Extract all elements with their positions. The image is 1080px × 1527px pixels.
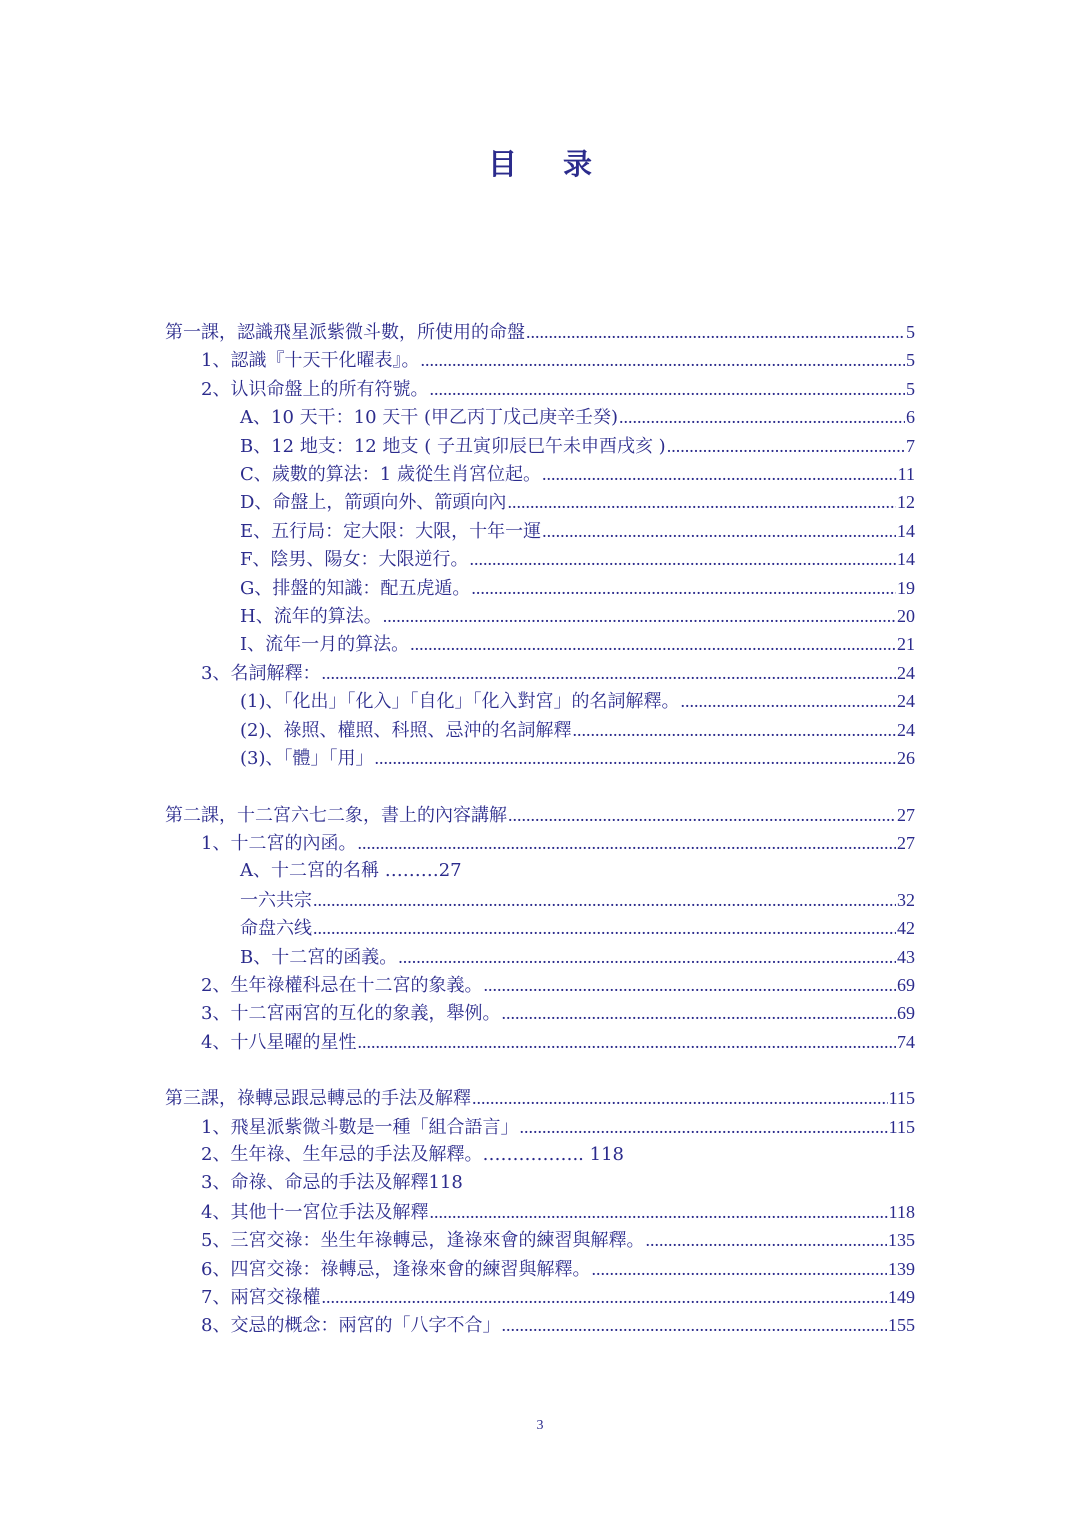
toc-entry-page: 43 — [897, 947, 915, 967]
toc-entry-page: 12 — [897, 492, 915, 512]
toc-entry-page: 21 — [897, 634, 915, 654]
toc-entry — [201, 1198, 915, 1226]
toc-entry — [240, 488, 915, 516]
toc-entry — [240, 517, 915, 545]
toc-entry-page: 5 — [906, 379, 915, 399]
toc-dot-leader — [507, 488, 896, 516]
toc-entry-label: I、流年一月的算法。 — [240, 634, 410, 655]
toc-entry-page: 115 — [888, 1117, 915, 1137]
toc-entry — [240, 432, 915, 460]
toc-entry — [201, 829, 915, 857]
toc-dot-leader — [519, 1113, 887, 1141]
toc-entry — [201, 1226, 915, 1254]
toc-entry — [240, 857, 462, 885]
toc-entry-page: 24 — [897, 663, 915, 683]
toc-entry-label: B、12 地支：12 地支 ( 子丑寅卯辰巳午未申酉戌亥 ) — [240, 436, 666, 457]
page-number: 3 — [536, 1418, 544, 1433]
toc-entry — [165, 318, 915, 346]
toc-entry — [240, 403, 915, 431]
toc-dot-leader — [619, 403, 905, 431]
toc-dot-leader — [483, 971, 896, 999]
toc-entry — [240, 630, 915, 658]
toc-entry-page: 5 — [906, 350, 915, 370]
toc-entry-label: G、排盤的知識：配五虎遁。 — [240, 578, 471, 599]
toc-dot-leader — [410, 630, 896, 658]
toc-entry-page: 155 — [888, 1315, 915, 1335]
toc-entry-page: 27 — [897, 833, 915, 853]
toc-entry-label: 7、兩宮交祿權 — [201, 1287, 321, 1308]
toc-entry-page: 139 — [888, 1259, 915, 1279]
toc-entry — [201, 1255, 915, 1283]
page-title: 目录 — [487, 147, 638, 181]
toc-entry-page: 27 — [897, 805, 915, 825]
toc-entry-page: 135 — [888, 1230, 915, 1250]
toc-dot-leader — [667, 432, 905, 460]
toc-entry — [240, 460, 915, 488]
toc-entry — [240, 886, 915, 914]
toc-entry-label: E、五行局：定大限：大限，十年一運 — [240, 521, 542, 542]
toc-dot-leader — [508, 801, 896, 829]
toc-entry — [201, 999, 915, 1027]
toc-entry-page: 11 — [897, 464, 915, 484]
toc-dot-leader — [383, 602, 896, 630]
toc-entry-label: 一六共宗 — [240, 890, 312, 911]
toc-entry-page: 24 — [897, 691, 915, 711]
toc-entry-page: 7 — [906, 436, 915, 456]
toc-dot-leader — [501, 999, 896, 1027]
toc-entry-page: 74 — [897, 1032, 915, 1052]
toc-entry — [201, 659, 915, 687]
toc-dot-leader — [398, 943, 896, 971]
toc-entry-label: F、陰男、陽女：大限逆行。 — [240, 549, 469, 570]
toc-entry — [240, 687, 915, 715]
toc-entry-page: 19 — [897, 578, 915, 598]
toc-entry-label: (2)、祿照、權照、科照、忌沖的名詞解釋 — [240, 720, 572, 741]
toc-dot-leader — [313, 886, 896, 914]
toc-entry-page: 69 — [897, 1003, 915, 1023]
toc-entry-label: A、10 天干：10 天干 (甲乙丙丁戊己庚辛壬癸) — [240, 407, 619, 428]
toc-entry — [240, 716, 915, 744]
toc-dot-leader — [429, 1198, 887, 1226]
toc-entry — [201, 346, 915, 374]
toc-dot-leader — [357, 829, 896, 857]
toc-entry-label: 3、十二宮兩宮的互化的象義，舉例。 — [201, 1003, 501, 1024]
toc-entry-label: 1、十二宮的內函。 — [201, 833, 357, 854]
toc-dot-leader — [501, 1311, 887, 1339]
toc-entry — [165, 1084, 915, 1112]
toc-entry-label: 第二課，十二宮六七二象，書上的內容講解 — [165, 805, 507, 826]
toc-entry-label: 1、飛星派紫微斗數是一種「組合語言」 — [201, 1117, 519, 1138]
toc-entry-page: 14 — [897, 549, 915, 569]
toc-entry-page: 32 — [897, 890, 915, 910]
toc-entry-page: 20 — [897, 606, 915, 626]
toc-entry — [240, 943, 915, 971]
toc-entry-page: 115 — [888, 1088, 915, 1108]
toc-dot-leader — [472, 1084, 888, 1112]
toc-dot-leader — [321, 1283, 887, 1311]
toc-dot-leader — [470, 545, 897, 573]
toc-dot-leader — [542, 460, 897, 488]
toc-entry-page: 42 — [897, 918, 915, 938]
toc-entry — [240, 914, 915, 942]
toc-entry-page: 24 — [897, 720, 915, 740]
toc-entry — [201, 375, 915, 403]
toc-entry-page: 5 — [906, 322, 915, 342]
toc-dot-leader — [429, 375, 905, 403]
toc-entry — [240, 574, 915, 602]
toc-entry — [201, 971, 915, 999]
toc-dot-leader — [357, 1028, 896, 1056]
toc-entry-label: 2、生年祿、生年忌的手法及解釋。…………….. 118 — [201, 1144, 624, 1165]
toc-entry-label: A、十二宮的名稱 ………27 — [240, 860, 462, 881]
toc-entry-label: 命盘六线 — [240, 918, 312, 939]
toc-entry-label: (3)、「體」「用」 — [240, 748, 374, 769]
toc-entry-label: B、十二宮的函義。 — [240, 947, 398, 968]
toc-entry-label: 4、十八星曜的星性 — [201, 1032, 357, 1053]
toc-entry-page: 14 — [897, 521, 915, 541]
toc-entry — [201, 1141, 624, 1169]
toc-dot-leader — [313, 914, 896, 942]
toc-entry-label: 8、交忌的概念：兩宮的「八字不合」 — [201, 1315, 501, 1336]
toc-entry-label: 第三課，祿轉忌跟忌轉忌的手法及解釋 — [165, 1088, 471, 1109]
toc-dot-leader — [573, 716, 897, 744]
toc-entry-label: 3、名詞解釋： — [201, 663, 321, 684]
toc-entry-label: 2、认识命盤上的所有符號。 — [201, 379, 429, 400]
toc-entry-page: 6 — [906, 407, 915, 427]
toc-dot-leader — [681, 687, 897, 715]
toc-entry-label: 2、生年祿權科忌在十二宮的象義。 — [201, 975, 483, 996]
toc-dot-leader — [375, 744, 897, 772]
toc-entry — [240, 545, 915, 573]
toc-entry — [201, 1113, 915, 1141]
toc-entry — [240, 744, 915, 772]
toc-entry — [201, 1028, 915, 1056]
toc-entry-page: 149 — [888, 1287, 915, 1307]
toc-entry-label: H、流年的算法。 — [240, 606, 382, 627]
toc-entry — [165, 801, 915, 829]
toc-entry-label: 4、其他十一宮位手法及解釋 — [201, 1202, 429, 1223]
toc-entry — [201, 1283, 915, 1311]
toc-entry-label: C、歲數的算法：1 歲從生肖宮位起。 — [240, 464, 541, 485]
toc-dot-leader — [321, 659, 896, 687]
toc-entry-label: 3、命祿、命忌的手法及解釋118 — [201, 1172, 463, 1193]
toc-dot-leader — [420, 346, 905, 374]
toc-entry-label: 6、四宮交祿：祿轉忌，逢祿來會的練習與解釋。 — [201, 1259, 591, 1280]
toc-entry-label: D、命盤上，箭頭向外、箭頭向內 — [240, 492, 507, 513]
toc-entry — [240, 602, 915, 630]
toc-dot-leader — [526, 318, 905, 346]
toc-entry-label: (1)、「化出」「化入」「自化」「化入對宮」的名詞解釋。 — [240, 691, 680, 712]
toc-entry — [201, 1311, 915, 1339]
toc-entry-page: 26 — [897, 748, 915, 768]
toc-dot-leader — [471, 574, 896, 602]
toc-entry-label: 第一課，認識飛星派紫微斗數，所使用的命盤 — [165, 322, 525, 343]
toc-dot-leader — [591, 1255, 887, 1283]
toc-entry-page: 69 — [897, 975, 915, 995]
toc-entry-page: 118 — [888, 1202, 915, 1222]
toc-entry-label: 5、三宮交祿：坐生年祿轉忌，逢祿來會的練習與解釋。 — [201, 1230, 645, 1251]
toc-dot-leader — [542, 517, 896, 545]
toc-entry-label: 1、認識『十天干化曜表』。 — [201, 350, 420, 371]
toc-entry — [201, 1169, 463, 1197]
toc-dot-leader — [645, 1226, 887, 1254]
